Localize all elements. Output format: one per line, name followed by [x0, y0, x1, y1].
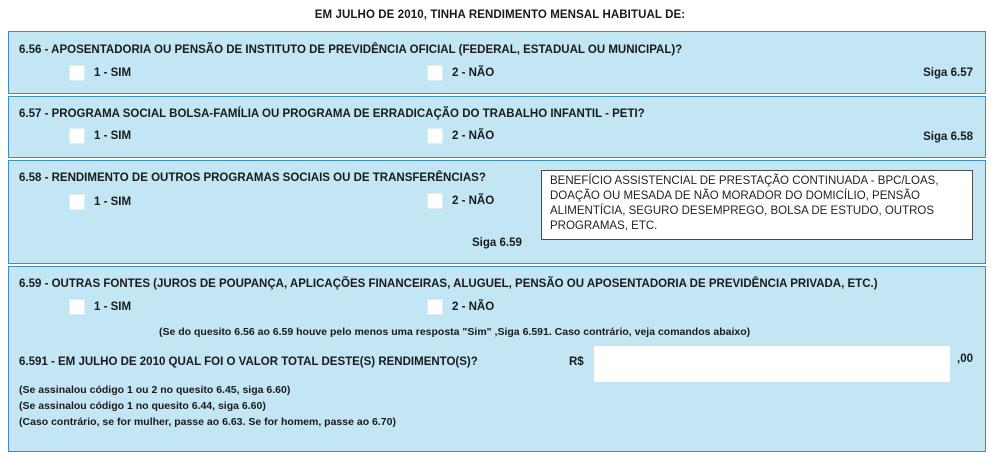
income-value-input[interactable]: [594, 346, 950, 382]
routing-instruction: (Se do quesito 6.56 ao 6.59 houve pelo menos uma resposta "Sim" ,Siga 6.591. Caso contrário, veja comandos abaixo): [159, 326, 751, 338]
option-6-57-nao[interactable]: [427, 128, 494, 144]
skip-instruction-6-58: Siga 6.59: [472, 237, 522, 249]
option-6-56-sim-label: 1 - SIM: [94, 67, 132, 79]
option-6-58-sim[interactable]: [69, 194, 131, 210]
question-6-59-text: 6.59 - OUTRAS FONTES (JUROS DE POUPANÇA, APLICAÇÕES FINANCEIRAS, ALUGUEL, PENSÃO OU APOSENTADORIA DE PREVIDÊNCIA PRIVADA, ETC.): [19, 278, 878, 290]
checkbox-6-57-sim[interactable]: [69, 128, 85, 144]
question-6-58-text: 6.58 - RENDIMENTO DE OUTROS PROGRAMAS SOCIAIS OU DE TRANSFERÊNCIAS?: [19, 172, 486, 184]
question-6-58-note: BENEFÍCIO ASSISTENCIAL DE PRESTAÇÃO CONTINUADA - BPC/LOAS, DOAÇÃO OU MESADA DE NÃO MORADOR DO DOMICÍLIO, PENSÃO ALIMENTÍCIA, SEGURO DESEMPREGO, BOLSA DE ESTUDO, OUTROS PROGRAMAS, ETC.: [541, 170, 973, 240]
checkbox-6-57-nao[interactable]: [427, 128, 443, 144]
option-6-58-nao-label: 2 - NÃO: [452, 195, 495, 207]
option-6-57-sim[interactable]: [69, 128, 131, 144]
skip-instruction-6-56: Siga 6.57: [923, 67, 973, 79]
checkbox-6-59-nao[interactable]: [427, 299, 443, 315]
question-6-591-text: 6.591 - EM JULHO DE 2010 QUAL FOI O VALOR TOTAL DESTE(S) RENDIMENTO(S)?: [19, 356, 478, 368]
footnote-2: (Se assinalou código 1 no quesito 6.44, siga 6.60): [19, 400, 266, 412]
question-6-56-text: 6.56 - APOSENTADORIA OU PENSÃO DE INSTITUTO DE PREVIDÊNCIA OFICIAL (FEDERAL, ESTADUAL OU MUNICIPAL)?: [19, 44, 683, 56]
question-6-56: [8, 31, 986, 94]
option-6-59-nao-label: 2 - NÃO: [452, 301, 495, 313]
question-6-57-text: 6.57 - PROGRAMA SOCIAL BOLSA-FAMÍLIA OU PROGRAMA DE ERRADICAÇÃO DO TRABALHO INFANTIL - PETI?: [19, 108, 645, 120]
footnote-3: (Caso contrário, se for mulher, passe ao 6.63. Se for homem, passe ao 6.70): [19, 416, 396, 428]
option-6-56-nao-label: 2 - NÃO: [452, 67, 495, 79]
option-6-59-sim-label: 1 - SIM: [94, 301, 132, 313]
footnote-1: (Se assinalou código 1 ou 2 no quesito 6.45, siga 6.60): [19, 384, 291, 396]
checkbox-6-56-sim[interactable]: [69, 65, 85, 81]
currency-label: R$: [569, 356, 584, 368]
option-6-59-nao[interactable]: [427, 299, 494, 315]
option-6-58-sim-label: 1 - SIM: [94, 196, 132, 208]
checkbox-6-59-sim[interactable]: [69, 299, 85, 315]
cents-label: ,00: [957, 353, 973, 365]
checkbox-6-58-sim[interactable]: [69, 194, 85, 210]
option-6-58-nao[interactable]: [427, 193, 494, 209]
option-6-56-sim[interactable]: [69, 65, 131, 81]
skip-instruction-6-57: Siga 6.58: [923, 131, 973, 143]
option-6-57-sim-label: 1 - SIM: [94, 130, 132, 142]
question-6-57: [8, 96, 986, 158]
option-6-56-nao[interactable]: [427, 65, 494, 81]
checkbox-6-58-nao[interactable]: [427, 193, 443, 209]
option-6-57-nao-label: 2 - NÃO: [452, 130, 495, 142]
form-header: EM JULHO DE 2010, TINHA RENDIMENTO MENSAL HABITUAL DE:: [314, 9, 686, 21]
option-6-59-sim[interactable]: [69, 299, 131, 315]
checkbox-6-56-nao[interactable]: [427, 65, 443, 81]
